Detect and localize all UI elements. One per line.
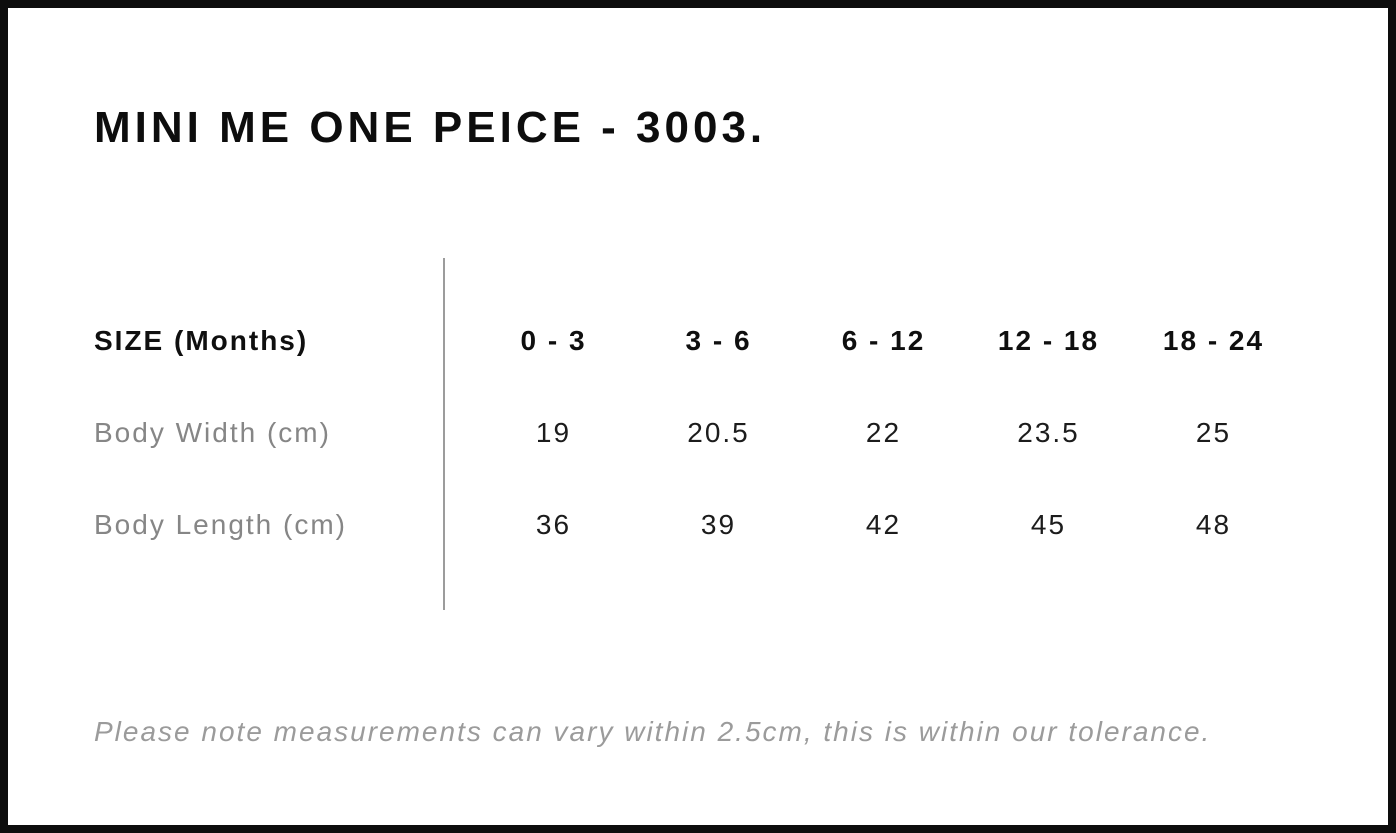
size-column-header-12-18: 12 - 18 [997, 325, 1100, 356]
body-length-value: 45 [1030, 509, 1067, 540]
body-width-value: 23.5 [1017, 417, 1080, 448]
size-column-header-18-24: 18 - 24 [1162, 325, 1265, 356]
page-title: MINI ME ONE PEICE - 3003. [94, 103, 767, 152]
body-length-value: 36 [535, 509, 572, 540]
body-width-value: 19 [535, 417, 572, 448]
size-column-header-6-12: 6 - 12 [841, 325, 926, 356]
size-column-header-3-6: 3 - 6 [685, 325, 752, 356]
tolerance-note: Please note measurements can vary within 2.5cm, this is within our tolerance. [94, 716, 1212, 747]
body-length-value: 42 [865, 509, 902, 540]
size-column-header-0-3: 0 - 3 [520, 325, 587, 356]
row-label-body-width: Body Width (cm) [94, 417, 331, 448]
size-chart-table [94, 295, 1309, 571]
row-label-body-length: Body Length (cm) [94, 509, 347, 540]
size-header-label: SIZE (Months) [94, 325, 309, 356]
table-row-body-length [94, 479, 1309, 571]
table-row-body-width [94, 387, 1309, 479]
body-width-value: 25 [1195, 417, 1232, 448]
body-length-values [443, 509, 1296, 541]
size-chart-header-row [94, 295, 1309, 387]
body-length-value: 39 [700, 509, 737, 540]
size-guide-panel [8, 8, 1388, 825]
body-length-value: 48 [1195, 509, 1232, 540]
body-width-value: 20.5 [687, 417, 750, 448]
size-column-headers [443, 325, 1296, 357]
body-width-values [443, 417, 1296, 449]
body-width-value: 22 [865, 417, 902, 448]
